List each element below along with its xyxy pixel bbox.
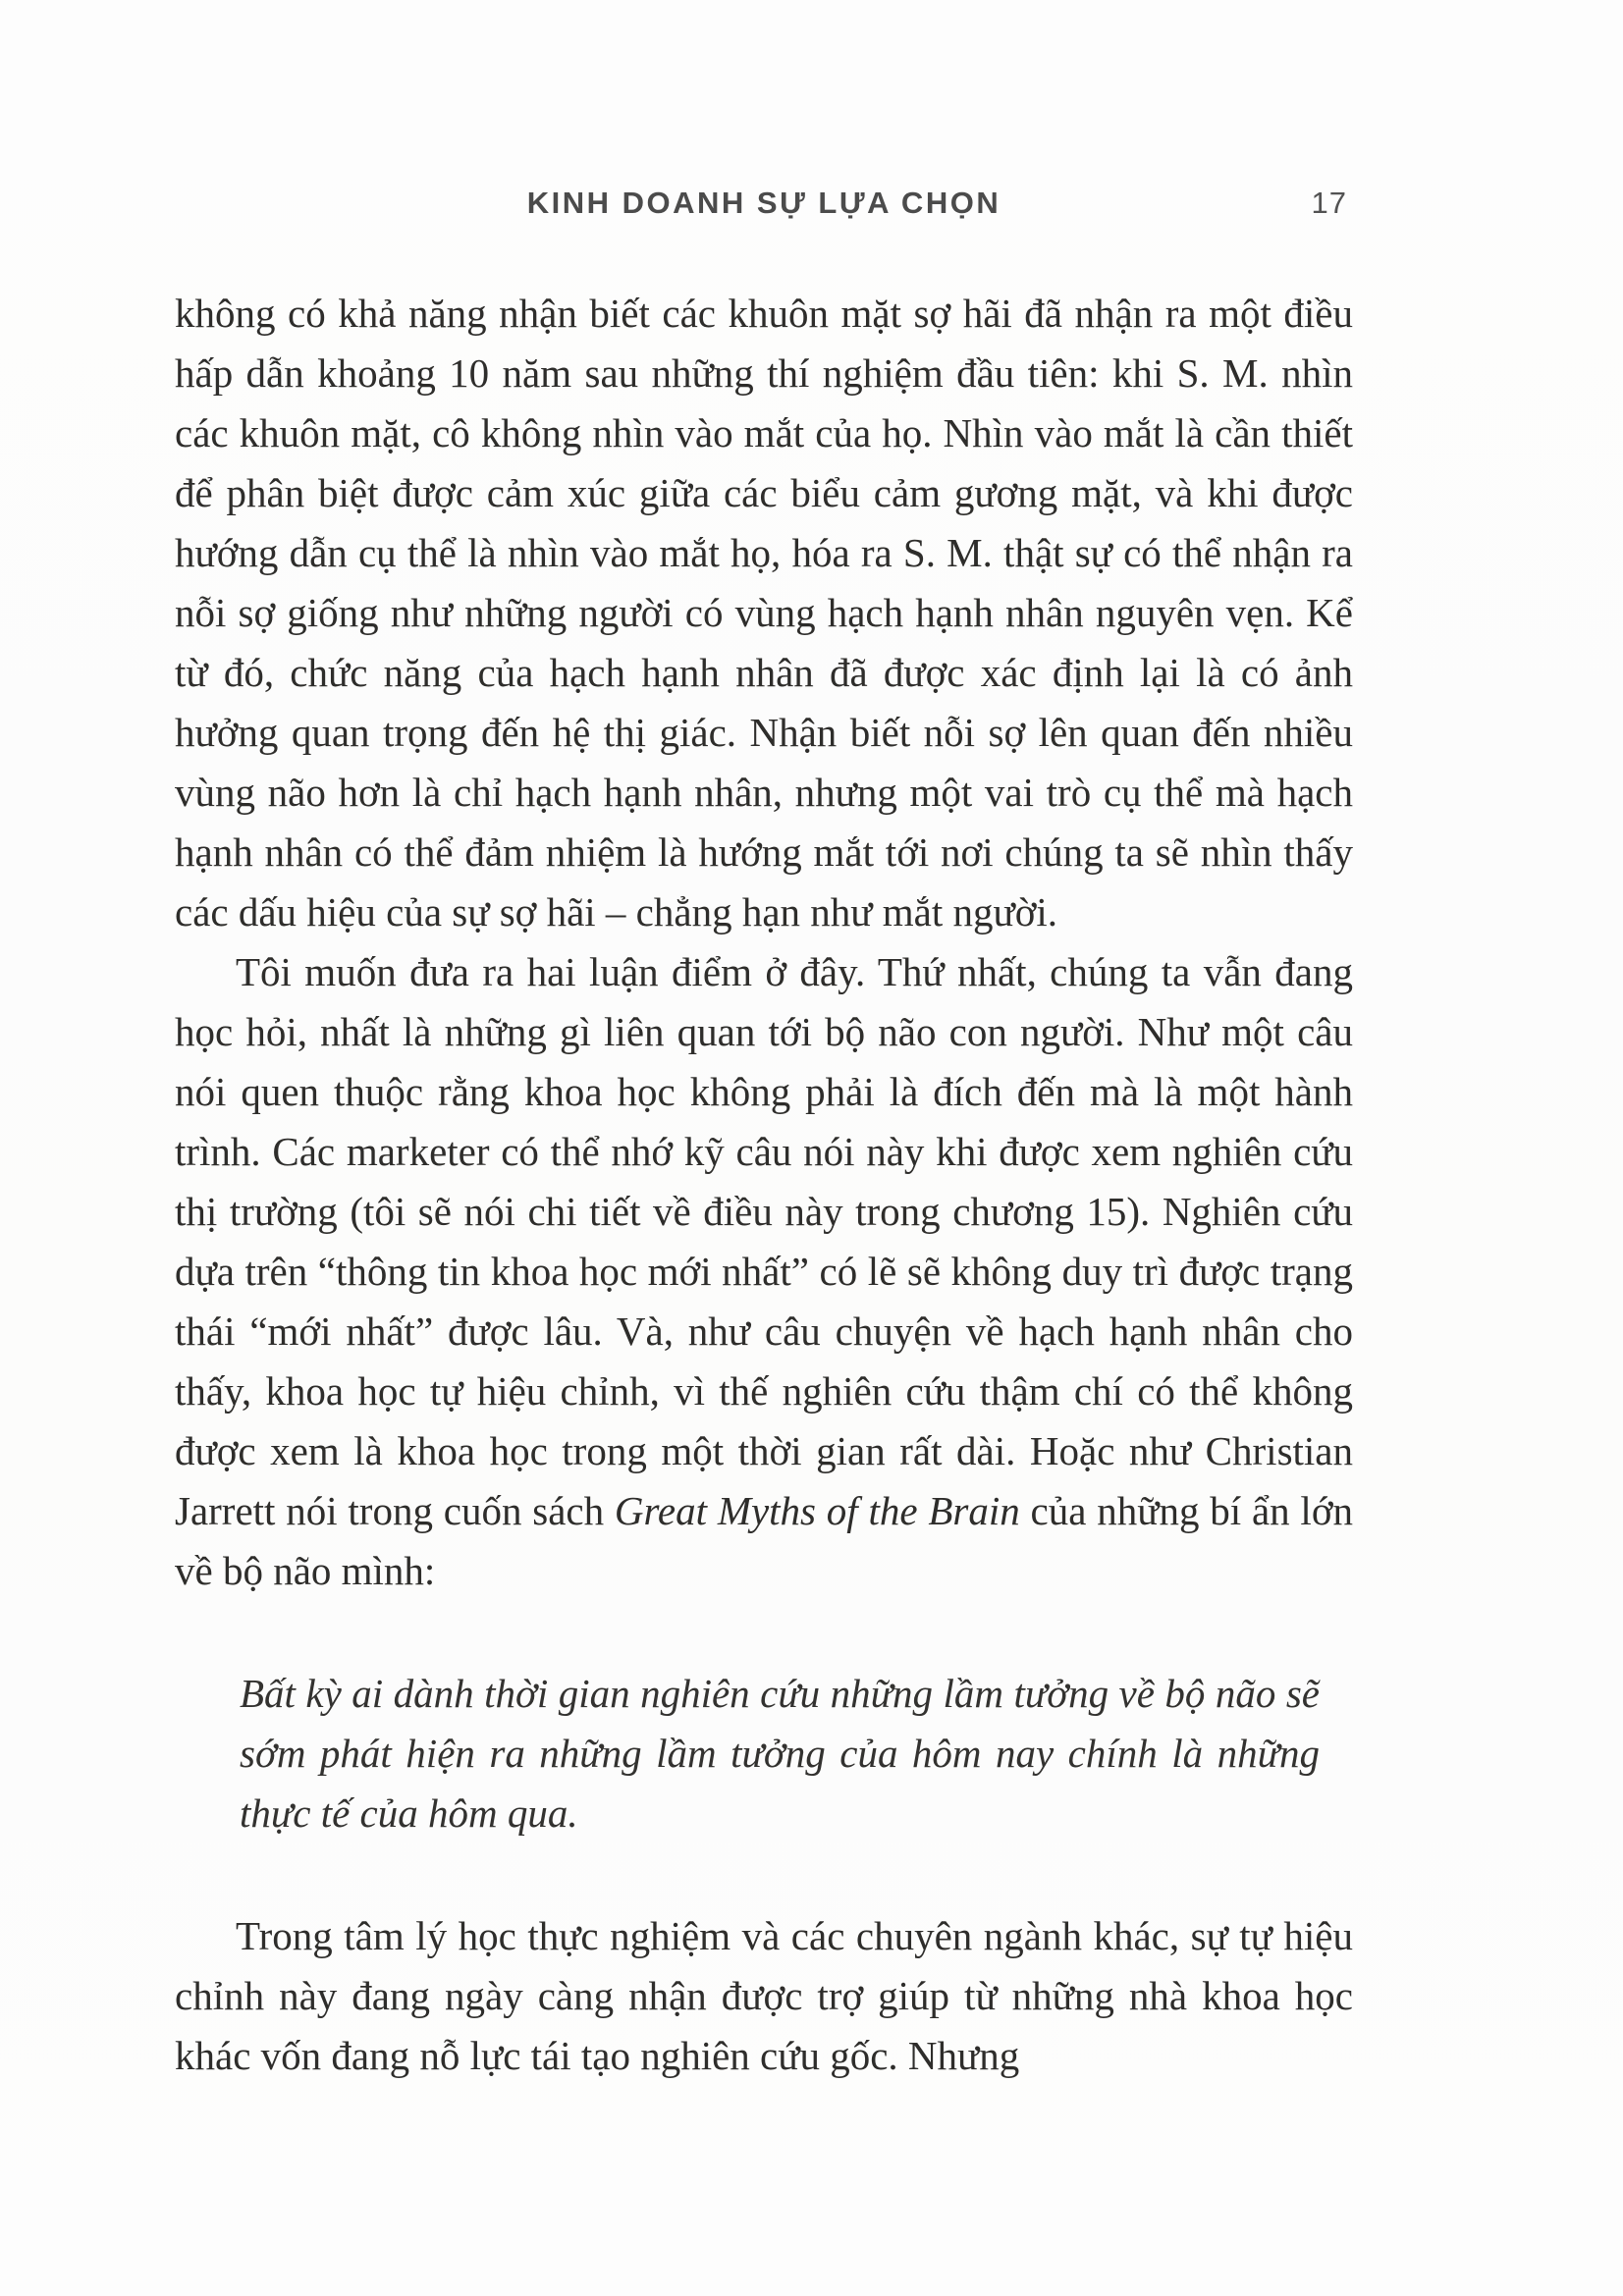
text-block [175,180,1353,2086]
paragraph-two-text-after: của những bí ẩn lớn về bộ não mình: [175,1488,1354,1593]
running-title: KINH DOANH SỰ LỰA CHỌN [526,186,1001,220]
paragraph-two [175,942,1353,1601]
body-text [175,284,1353,2086]
paragraph-continuation: không có khả năng nhận biết các khuôn mặt sợ hãi đã nhận ra một điều hấp dẫn khoảng 10 năm sau những thí nghiệm đầu tiên: khi S. M. nhìn các khuôn mặt, cô không nhìn vào mắt của họ. Nhìn vào mắt là cần thiết để phân biệt được cảm xúc giữa các biểu cảm gương mặt, và khi được hướng dẫn cụ thể là nhìn vào mắt họ, hóa ra S. M. thật sự có thể nhận ra nỗi sợ giống như những người có vùng hạch hạnh nhân nguyên vẹn. Kể từ đó, chức năng của hạch hạnh nhân đã được xác định lại là có ảnh hưởng quan trọng đến hệ thị giác. Nhận biết nỗi sợ lên quan đến nhiều vùng não hơn là chỉ hạch hạnh nhân, nhưng một vai trò cụ thể mà hạch hạnh nhân có thể đảm nhiệm là hướng mắt tới nơi chúng ta sẽ nhìn thấy các dấu hiệu của sự sợ hãi – chẳng hạn như mắt người. [175,291,1353,934]
paragraph-three: Trong tâm lý học thực nghiệm và các chuyên ngành khác, sự tự hiệu chỉnh này đang ngày càng nhận được trợ giúp từ những nhà khoa học khác vốn đang nỗ lực tái tạo nghiên cứu gốc. Nhưng [175,1913,1353,2078]
paragraph-two-text-before: Tôi muốn đưa ra hai luận điểm ở đây. Thứ nhất, chúng ta vẫn đang học hỏi, nhất là những gì liên quan tới bộ não con người. Như một câu nói quen thuộc rằng khoa học không phải là đích đến mà là một hành trình. Các marketer có thể nhớ kỹ câu nói này khi được xem nghiên cứu thị trường (tôi sẽ nói chi tiết về điều này trong chương 15). Nghiên cứu dựa trên “thông tin khoa học mới nhất” có lẽ sẽ không duy trì được trạng thái “mới nhất” được lâu. Và, như câu chuyện về hạch hạnh nhân cho thấy, khoa học tự hiệu chỉnh, vì thế nghiên cứu thậm chí có thể không được xem là khoa học trong một thời gian rất dài. Hoặc như Christian Jarrett nói trong cuốn sách [175,949,1353,1533]
running-header [175,180,1353,227]
page-number: 17 [1311,186,1347,220]
book-title: Great Myths of the Brain [614,1488,1020,1533]
block-quote: Bất kỳ ai dành thời gian nghiên cứu những lầm tưởng về bộ não sẽ sớm phát hiện ra những lầm tưởng của hôm nay chính là những thực tế của hôm qua. [240,1671,1320,1836]
